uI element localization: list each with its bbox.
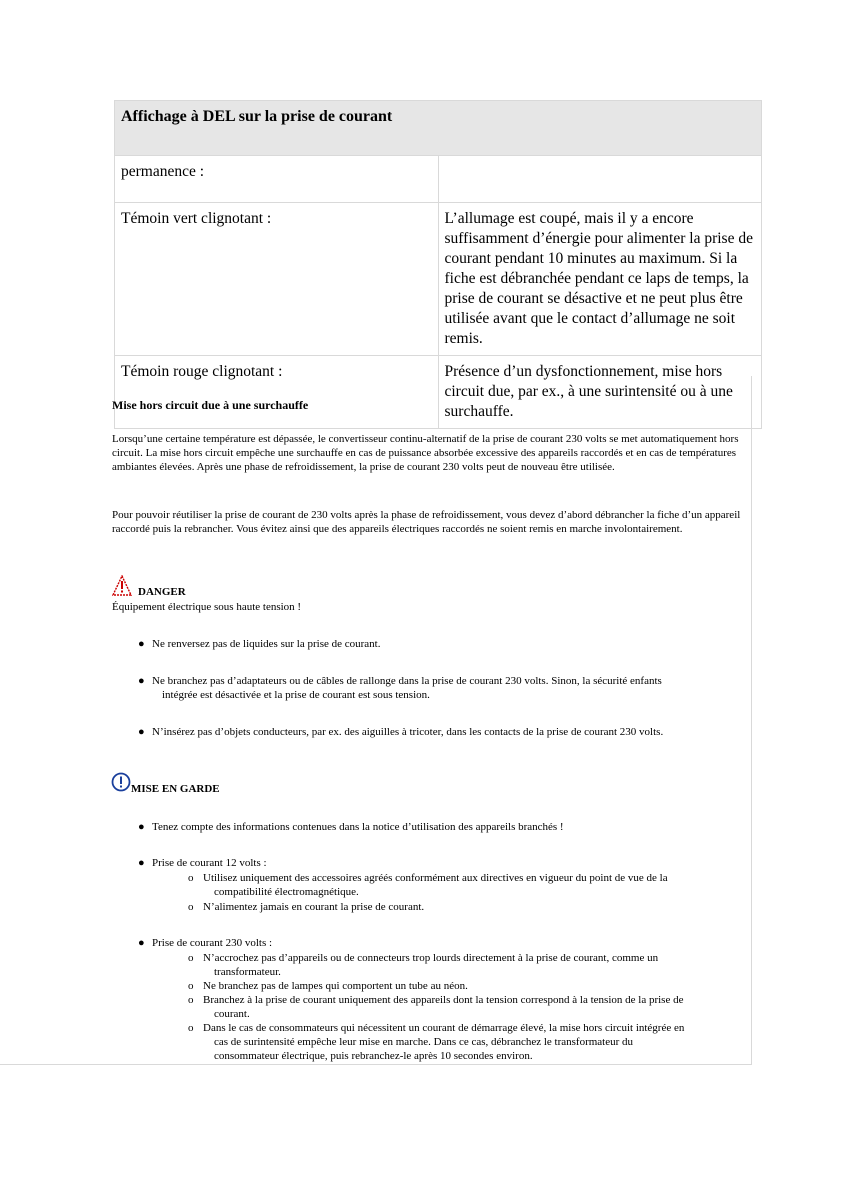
page-frame-right	[751, 376, 752, 1064]
subitem-text: Branchez à la prise de courant uniquement des appareils dont la tension correspond à la tension de la prise de	[203, 994, 684, 1006]
section-paragraph-2: Pour pouvoir réutiliser la prise de courant de 230 volts après la phase de refroidissement, vous devez d’abord débrancher la fiche d’un appareil raccordé puis la rebrancher. Vous évitez ainsi que des appareils électriques raccordés ne soient remis en marche involontairement.	[112, 509, 741, 535]
subitem-text-cont: compatibilité électromagnétique.	[214, 886, 359, 898]
danger-label: DANGER	[138, 586, 186, 598]
danger-item	[138, 637, 752, 651]
caution-label: MISE EN GARDE	[131, 783, 220, 795]
subitem-text: N’accrochez pas d’appareils ou de connecteurs trop lourds directement à la prise de courant, comme un	[203, 952, 659, 964]
danger-item-text: N’insérez pas d’objets conducteurs, par ex. des aiguilles à tricoter, dans les contacts de la prise de courant 230 volts.	[152, 726, 664, 738]
table-row	[115, 356, 762, 429]
row-label: permanence :	[115, 156, 439, 203]
section-paragraph-1: Lorsqu’une certaine température est dépassée, le convertisseur continu-alternatif de la prise de courant 230 volts se met automatiquement hors circuit. La mise hors circuit empêche une surchauffe en cas de puissance absorbée excessive des appareils raccordés et en cas de températures ambiantes élevées. Après une phase de refroidissement, la prise de courant 230 volts peut de nouveau être utilisée.	[112, 433, 739, 473]
led-table	[114, 100, 762, 429]
caution-subitem	[188, 993, 743, 1021]
caution-subitem	[188, 900, 743, 914]
subitem-text: N’alimentez jamais en courant la prise de courant.	[203, 901, 425, 913]
caution-item	[138, 936, 752, 950]
danger-item-text: Ne branchez pas d’adaptateurs ou de câbles de rallonge dans la prise de courant 230 volts. Sinon, la sécurité enfants	[152, 675, 662, 687]
row-label: Témoin vert clignotant :	[115, 203, 439, 356]
danger-item	[138, 725, 752, 739]
danger-subtitle: Équipement électrique sous haute tension !	[112, 601, 302, 613]
danger-item	[138, 674, 752, 702]
row-label: Témoin rouge clignotant :	[115, 356, 439, 429]
table-row	[115, 156, 762, 203]
danger-item-text: Ne renversez pas de liquides sur la prise de courant.	[152, 638, 381, 650]
caution-subitem	[188, 951, 743, 979]
subitem-text: Ne branchez pas de lampes qui comportent un tube au néon.	[203, 980, 468, 992]
row-text: Présence d’un dysfonctionnement, mise hors circuit due, par ex., à une surintensité ou à une surchauffe.	[438, 356, 762, 429]
subitem-text-cont: consommateur électrique, puis rebranchez-le après 10 secondes environ.	[214, 1050, 533, 1062]
caution-item-text: Tenez compte des informations contenues dans la notice d’utilisation des appareils branchés !	[152, 821, 564, 833]
ring-bullet-icon: o	[188, 994, 194, 1006]
table-row	[115, 203, 762, 356]
table-header: Affichage à DEL sur la prise de courant	[115, 101, 762, 156]
caution-subitem	[188, 1021, 743, 1063]
caution-subitem	[188, 979, 743, 993]
caution-exclamation-icon	[111, 772, 131, 792]
bullet-icon: ●	[138, 857, 145, 869]
bullet-icon: ●	[138, 675, 145, 687]
danger-item-text-cont: intégrée est désactivée et la prise de courant est sous tension.	[162, 689, 430, 701]
subitem-text: Dans le cas de consommateurs qui nécessitent un courant de démarrage élevé, la mise hors circuit intégrée en	[203, 1022, 685, 1034]
caution-item-title: Prise de courant 12 volts :	[152, 857, 267, 869]
subitem-text-cont: cas de surintensité empêche leur mise en marche. Dans ce cas, débranchez le transformateur du	[214, 1036, 634, 1048]
caution-item-title: Prise de courant 230 volts :	[152, 937, 273, 949]
subitem-text: Utilisez uniquement des accessoires agréés conformément aux directives en vigueur du point de vue de la	[203, 872, 668, 884]
ring-bullet-icon: o	[188, 1022, 194, 1034]
bullet-icon: ●	[138, 937, 145, 949]
row-text: L’allumage est coupé, mais il y a encore suffisamment d’énergie pour alimenter la prise de courant pendant 10 minutes au maximum. Si la fiche est débranchée pendant ce laps de temps, la prise de courant se désactive et ne peut plus être utilisée avant que le contact d’allumage ne soit remis.	[438, 203, 762, 356]
ring-bullet-icon: o	[188, 980, 194, 992]
ring-bullet-icon: o	[188, 952, 194, 964]
caution-item	[138, 820, 752, 834]
section-title: Mise hors circuit due à une surchauffe	[112, 398, 309, 412]
subitem-text-cont: transformateur.	[214, 966, 281, 978]
ring-bullet-icon: o	[188, 872, 194, 884]
row-text	[438, 156, 762, 203]
subitem-text-cont: courant.	[214, 1008, 250, 1020]
caution-subitem	[188, 871, 743, 899]
bullet-icon: ●	[138, 638, 145, 650]
ring-bullet-icon: o	[188, 901, 194, 913]
page-frame-bottom	[0, 1064, 752, 1065]
bullet-icon: ●	[138, 726, 145, 738]
danger-warning-icon	[112, 575, 132, 597]
bullet-icon: ●	[138, 821, 145, 833]
caution-item	[138, 856, 752, 870]
